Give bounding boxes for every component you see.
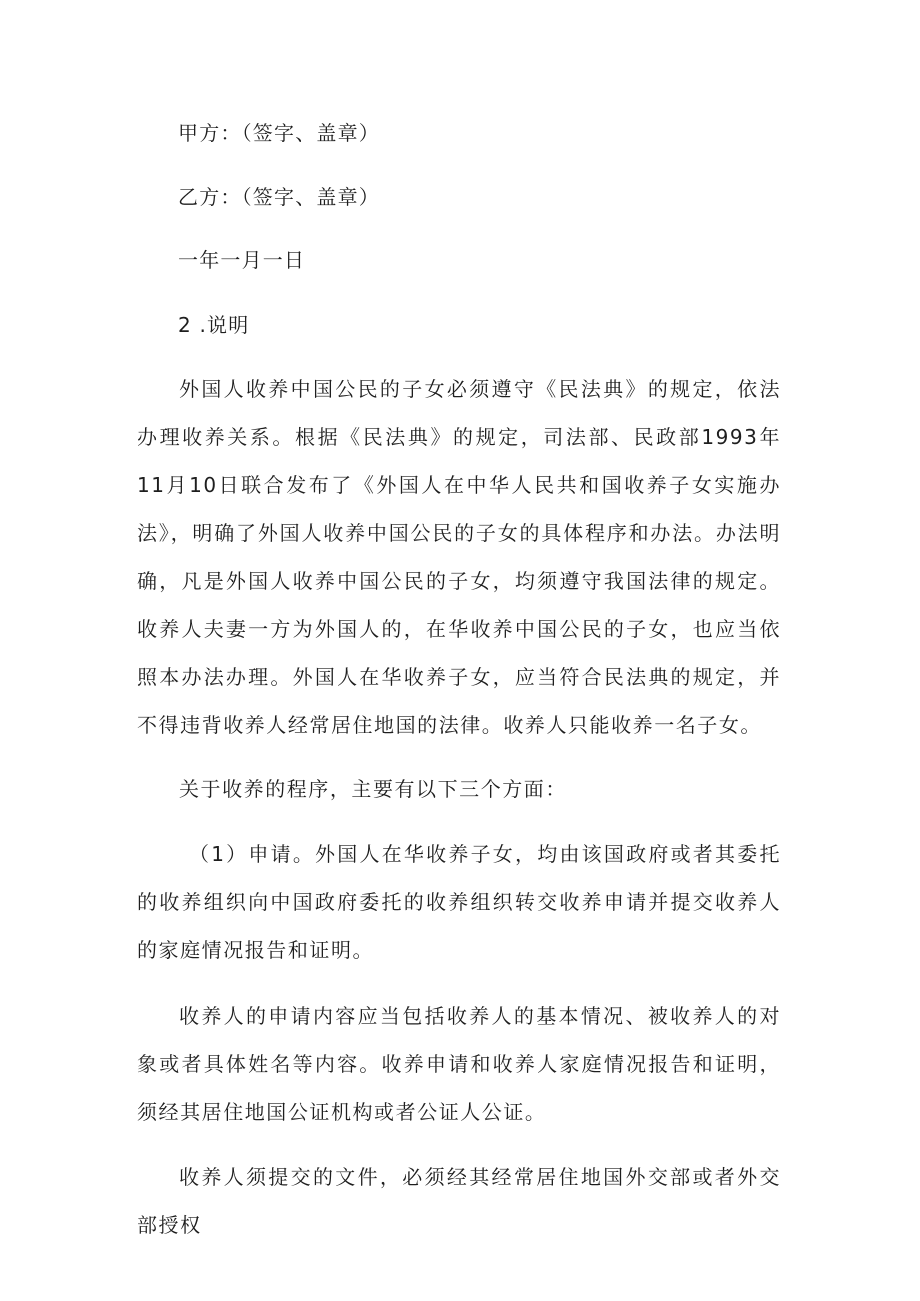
party-a-signature-line: 甲方：（签字、盖章） [178, 121, 380, 145]
paragraph-application-content: 收养人的申请内容应当包括收养人的基本情况、被收养人的对象或者具体姓名等内容。收养申请和收养人家庭情况报告和证明，须经其居住地国公证机构或者公证人公证。 [137, 1004, 781, 1124]
paragraph-intro: 外国人收养中国公民的子女必须遵守《民法典》的规定，依法办理收养关系。根据《民法典》的规定，司法部、民政部1993年11月10日联合发布了《外国人在中华人民共和国收养子女实施办法》，明确了外国人收养中国公民的子女的具体程序和办法。办法明确，凡是外国人收养中国公民的子女，均须遵守我国法律的规定。收养人夫妻一方为外国人的，在华收养中国公民的子女，也应当依照本办法办理。外国人在华收养子女，应当符合民法典的规定，并不得违背收养人经常居住地国的法律。收养人只能收养一名子女。 [137, 377, 781, 737]
paragraph-procedure-lead: 关于收养的程序，主要有以下三个方面： [179, 777, 567, 801]
signature-date: 一年一月一日 [178, 248, 306, 272]
party-b-signature-line: 乙方：（签字、盖章） [178, 185, 380, 209]
section-heading: 2 .说明 [178, 313, 250, 337]
paragraph-documents: 收养人须提交的文件，必须经其经常居住地国外交部或者外交部授权 [137, 1165, 781, 1237]
paragraph-application: （1）申请。外国人在华收养子女，均由该国政府或者其委托的收养组织向中国政府委托的收养组织转交收养申请并提交收养人的家庭情况报告和证明。 [137, 842, 781, 962]
